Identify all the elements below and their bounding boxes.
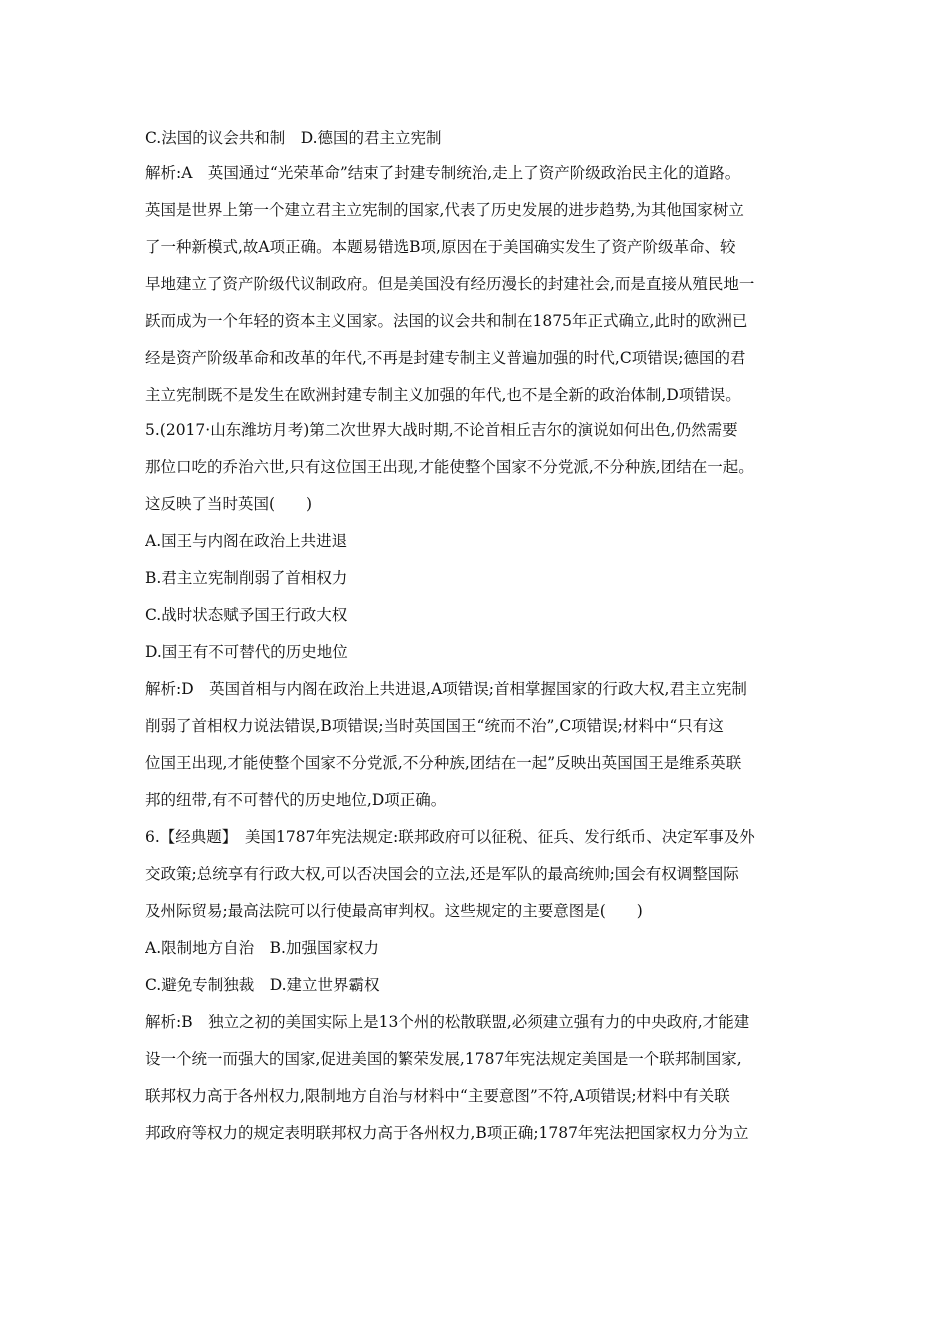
text-line: 这反映了当时英国( ) <box>145 495 313 513</box>
option-a: A.国王与内阁在政治上共进退 <box>145 532 348 550</box>
text-line: 解析:A 英国通过“光荣革命”结束了封建专制统治,走上了资产阶级政治民主化的道路。 <box>145 164 741 182</box>
text-line: 经是资产阶级革命和改革的年代,不再是封建专制主义普遍加强的时代,C项错误;德国的君 <box>145 349 746 367</box>
text-line: 及州际贸易;最高法院可以行使最高审判权。这些规定的主要意图是( ) <box>145 902 643 920</box>
text-line: C.法国的议会共和制 D.德国的君主立宪制 <box>145 129 442 147</box>
text-line: 位国王出现,才能使整个国家不分党派,不分种族,团结在一起”反映出英国国王是维系英联 <box>145 754 742 772</box>
options-c-d: C.避免专制独裁 D.建立世界霸权 <box>145 976 380 994</box>
text-line: 英国是世界上第一个建立君主立宪制的国家,代表了历史发展的进步趋势,为其他国家树立 <box>145 201 744 219</box>
question-6-stem: 6.【经典题】 美国1787年宪法规定:联邦政府可以征税、征兵、发行纸币、决定军事及外 <box>145 828 755 846</box>
text-line: 解析:B 独立之初的美国实际上是13个州的松散联盟,必须建立强有力的中央政府,才能建 <box>145 1013 750 1031</box>
text-line: 主立宪制既不是发生在欧洲封建专制主义加强的年代,也不是全新的政治体制,D项错误。 <box>145 386 741 404</box>
option-b: B.君主立宪制削弱了首相权力 <box>145 569 348 587</box>
option-d: D.国王有不可替代的历史地位 <box>145 643 348 661</box>
question-5-stem: 5.(2017·山东潍坊月考)第二次世界大战时期,不论首相丘吉尔的演说如何出色,仍然需要 <box>145 421 738 439</box>
text-line: 削弱了首相权力说法错误,B项错误;当时英国国王“统而不治”,C项错误;材料中“只有这 <box>145 717 724 735</box>
text-line: 解析:D 英国首相与内阁在政治上共进退,A项错误;首相掌握国家的行政大权,君主立宪制 <box>145 680 747 698</box>
text-line: 交政策;总统享有行政大权,可以否决国会的立法,还是军队的最高统帅;国会有权调整国际 <box>145 865 739 883</box>
text-line: 邦政府等权力的规定表明联邦权力高于各州权力,B项正确;1787年宪法把国家权力分为立 <box>145 1124 749 1142</box>
text-line: 跃而成为一个年轻的资本主义国家。法国的议会共和制在1875年正式确立,此时的欧洲已 <box>145 312 748 330</box>
text-line: 了一种新模式,故A项正确。本题易错选B项,原因在于美国确实发生了资产阶级革命、较 <box>145 238 736 256</box>
options-a-b: A.限制地方自治 B.加强国家权力 <box>145 939 379 957</box>
text-line: 那位口吃的乔治六世,只有这位国王出现,才能使整个国家不分党派,不分种族,团结在一起。 <box>145 458 754 476</box>
text-line: 联邦权力高于各州权力,限制地方自治与材料中“主要意图”不符,A项错误;材料中有关联 <box>145 1087 730 1105</box>
text-line: 设一个统一而强大的国家,促进美国的繁荣发展,1787年宪法规定美国是一个联邦制国家, <box>145 1050 742 1068</box>
text-line: 早地建立了资产阶级代议制政府。但是美国没有经历漫长的封建社会,而是直接从殖民地一 <box>145 275 755 293</box>
option-c: C.战时状态赋予国王行政大权 <box>145 606 348 624</box>
text-line: 邦的纽带,有不可替代的历史地位,D项正确。 <box>145 791 447 809</box>
